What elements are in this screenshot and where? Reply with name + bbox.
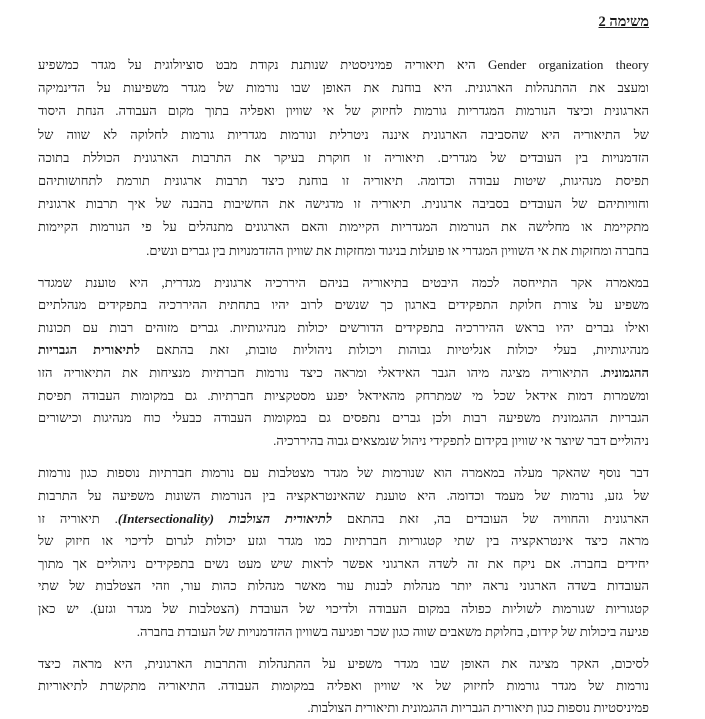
paragraph-2 <box>38 272 649 453</box>
text-line: הארגונית וכיצד הנורמות המגדריות גורמות לחיזוק של אי שוויון ואפליה בתוך מקום העבודה. הנחת היסוד <box>38 103 649 119</box>
page-title: משימה 2 <box>598 14 649 30</box>
text-line: מראה כיצד אינטראקציה בין שתי קטגוריות חברתיות כמו מגדר וגזע יכולות לגרום לדיכוי או חיזוק של <box>38 533 649 549</box>
text-line: בחברה ומחזקות את אי השוויון המגדרי או פועלות בניגוד ומחזקות את שוויון ההזדמנויות בין גברים ונשים. <box>146 242 649 258</box>
paragraph-3 <box>38 462 649 643</box>
text-line: מתקיימת או מחלישה את הנורמות המגדריות הקיימות והאם הארגונים מתנהלים על פי הנורמות הקיימות <box>38 219 649 235</box>
text-line: במאמרה אקר התייחסה לכמה היבטים בתיאוריה בניהם היררכיה ארגונית מגדרית, היא טוענת שמגדר <box>38 274 649 290</box>
text-line: קטגוריות שגורמות לשוליות כפולה במקום העבודה ולדיכוי של העובדת (הצטלבות של מגדר וגזע). יש כאן <box>38 601 649 616</box>
text-line: דבר נוסף שהאקר מעלה במאמרה הוא שנורמות של מגדר מצטלבות עם נורמות חברתיות נוספות כגון נורמות <box>38 465 649 481</box>
text-line: ומעצב את ההתנהלות הארגונית. היא בוחנת את האופן שבו נורמות של מגדר משפיעות על הדינמיקה <box>38 80 649 96</box>
text-line: של התיאוריה היא שהסביבה הארגונית איננה ניטרלית ונורמות מגדריות גורמות לחלוקה לא שווה של <box>38 126 649 142</box>
bold-term: לתיאורית הגבריות <box>38 342 140 358</box>
text-line: וחוויותיהם של העובדים בסביבה ארגונית. תיאוריה זו מדגישה את החשיבות בהבנה של איך תרבות ארגונית <box>38 196 649 212</box>
bold-term: לתיאורית הצולבות (Intersectionality) <box>117 510 332 526</box>
text-line: Gender organization theory היא תיאוריה פמיניסטית שנותנת נקודת מבט סוציולוגית על מגדר כמשפיע <box>38 57 649 72</box>
paragraph-4 <box>38 653 649 719</box>
text-line: יחידים בחברה. אם ניקח את זה לשדה הארגוני אפשר לראות שיש מעט נשים בתפקידים ניהוליים אך מתוך <box>38 555 649 571</box>
text-line: פגיעה ביכולות של קידום, בחלוקת משאבים שווה כגון שכר ופגיעה בשוויון ההזדמנויות של העובדת בחברה. <box>136 623 649 639</box>
paragraph-1 <box>38 53 649 262</box>
text-line: הגבריות ההגמונית משפיעה רבות ולכן גברים נתפסים גם במקומות העבודה כבעלי כוח מנהיגות וכישורים <box>38 410 649 426</box>
text-line: ההגמונית. התיאוריה מציגה מיהו הגבר האידאלי ומראה כיצד נורמות חברתיות מנציחות את התיאוריה הזו <box>38 365 649 381</box>
text-line: נורמות של מגדר גורמות לחיזוק של אי שוויון ואפליה במקומות העבודה. התיאוריה מתקשרת לתיאוריות <box>38 678 649 694</box>
text-line: הזדמנויות בין העובדים של מגדרים. תיאוריה זו חוקרת בעיקר את התרבות הארגונית הכוללת בתוכה <box>38 149 649 165</box>
text-line: ומשמרות דמות אידאל שכל מי שמתרחק מהאידאל יפגע מסטקציות חברתיות. גם במקומות העבודה תפיסת <box>38 387 649 403</box>
text-line: ניהוליים דבר שיוצר אי שוויון בקידום לתפקידי ניהול שנמצאים גבוה בהיררכיה. <box>273 432 649 448</box>
text-line: הארגונית והחוויה של העובדים בה, זאת בהתאם לתיאורית הצולבות (Intersectionality). תיאוריה זו <box>38 510 649 526</box>
text-line: של גזע, נורמות של מעמד וכדומה. היא טוענת שהאינטראקציה בין הנורמות השונות משפיעה על התרבות <box>38 488 649 504</box>
text-line: משפיע על צורת חלוקת התפקידים בארגון כך שנשים לרוב יהיו בתחתית ההיררכיה בתפקידים מנהלתיים <box>38 297 649 313</box>
text-line: פמיניסטיות נוספות כגון תיאורית הגבריות ההגמונית ותיאורית הצולבות. <box>307 700 649 716</box>
text-line: מנהיגותיות, בעלי יכולות אנליטיות גבוהות ויכולות ניהוליות טובות, זאת בהתאם לתיאורית הגבריות <box>38 342 649 358</box>
bold-term: ההגמונית <box>603 365 649 381</box>
document-page <box>38 12 649 719</box>
text-line: ואילו גברים יהיו בראש ההיררכיה בתפקידים הדורשים יכולות מנהיגותיות. גברים מזוהים רבות עם תכונות <box>38 319 649 335</box>
text-line: לסיכום, האקר מציגה את האופן שבו מגדר משפיע על ההתנהלות והתרבות הארגונית, היא מראה כיצד <box>38 656 649 672</box>
text-line: תפיסת מנהיגות, שיטות עבודה וכדומה. תיאוריה זו בוחנת כיצד תרבות ארגונית תורמת לתחושותיהם <box>38 172 649 188</box>
text-line: העובדות בשדה הארגוני נראה יותר מנהלות לבנות עור מאשר מנהלות כהות עור, וזהי הצטלבות של שתי <box>38 578 649 594</box>
